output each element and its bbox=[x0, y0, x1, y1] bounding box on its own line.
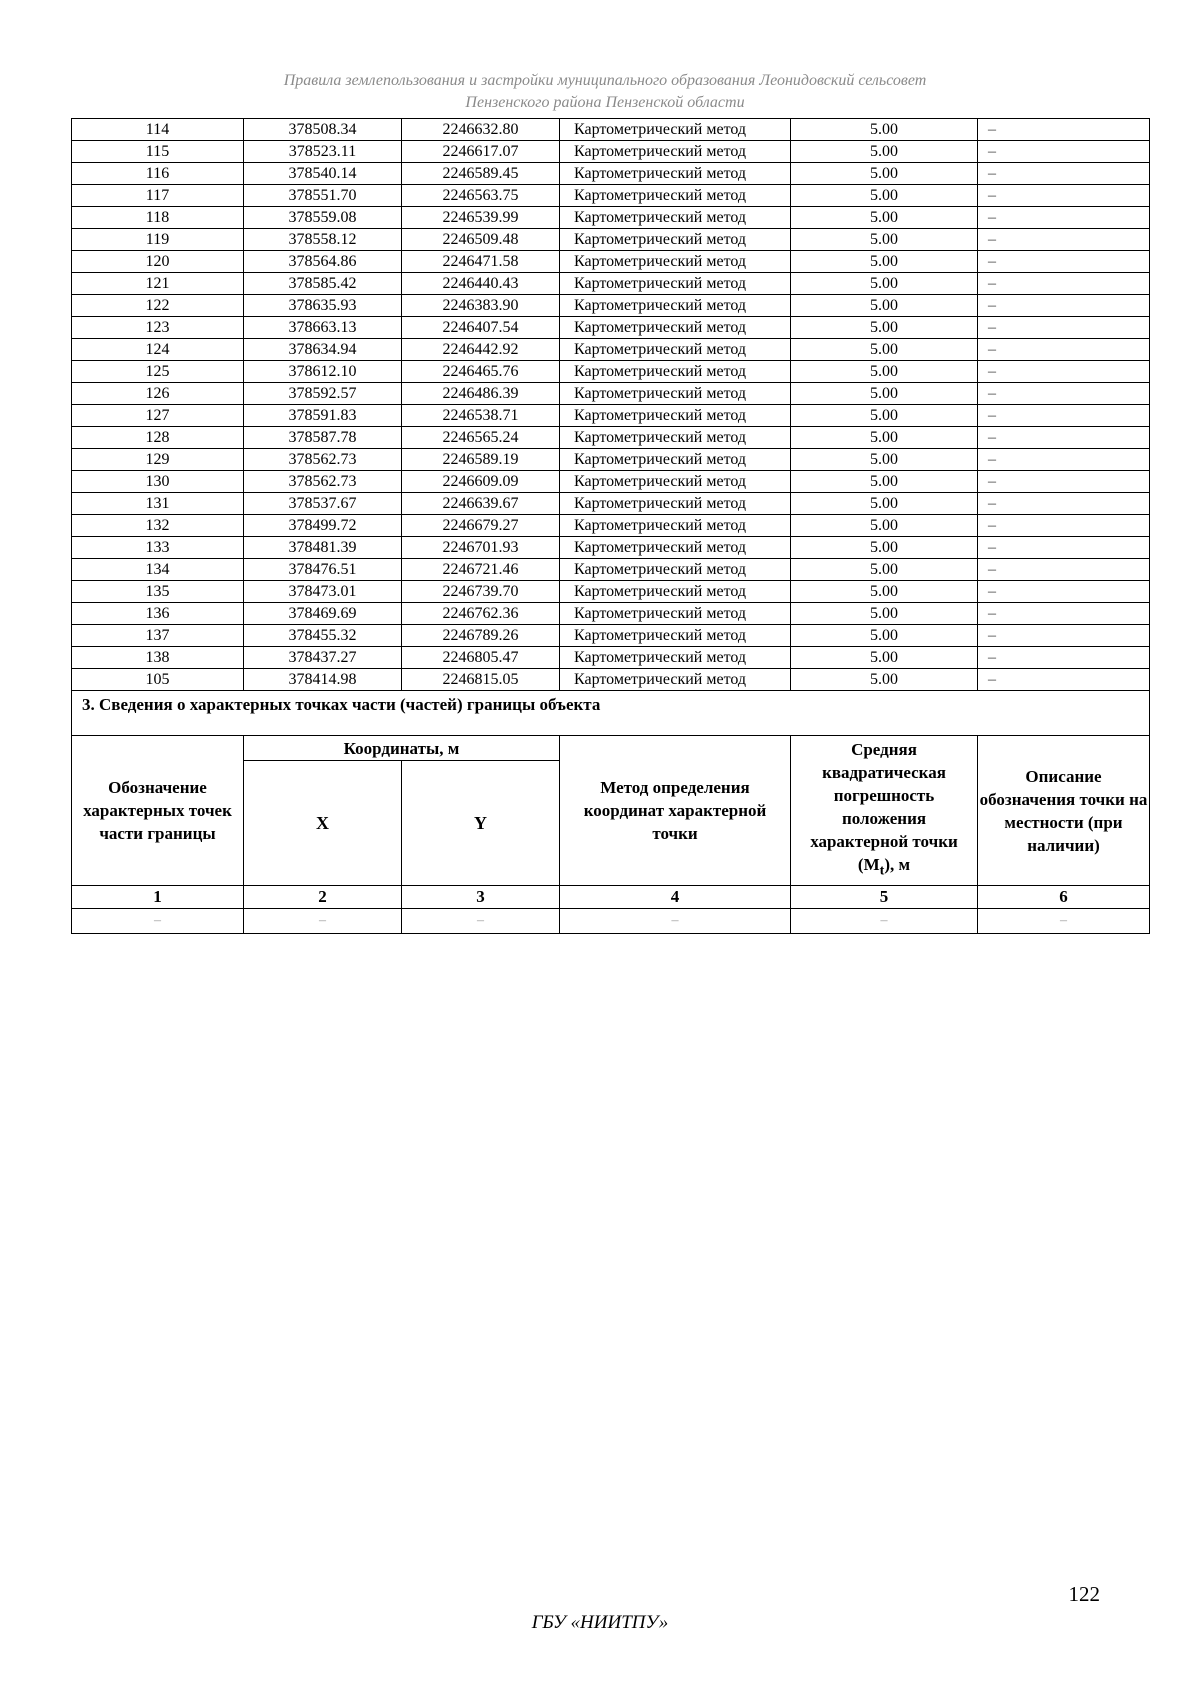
note-cell: – bbox=[978, 317, 1150, 339]
y-coordinate-cell: 2246465.76 bbox=[402, 361, 560, 383]
header-error-tail: ), м bbox=[884, 855, 911, 875]
point-number-cell: 137 bbox=[72, 625, 244, 647]
x-coordinate-cell: 378663.13 bbox=[244, 317, 402, 339]
note-cell: – bbox=[978, 603, 1150, 625]
header-error bbox=[791, 736, 978, 886]
error-cell: 5.00 bbox=[791, 405, 978, 427]
point-number-cell: 126 bbox=[72, 383, 244, 405]
note-cell: – bbox=[978, 185, 1150, 207]
note-cell: – bbox=[978, 383, 1150, 405]
table-row bbox=[72, 647, 1150, 669]
error-cell: 5.00 bbox=[791, 647, 978, 669]
method-cell: Картометрический метод bbox=[560, 405, 791, 427]
x-coordinate-cell: 378508.34 bbox=[244, 119, 402, 141]
table-row bbox=[72, 427, 1150, 449]
page-number: 122 bbox=[1068, 1582, 1100, 1606]
method-cell: Картометрический метод bbox=[560, 537, 791, 559]
method-cell: Картометрический метод bbox=[560, 427, 791, 449]
column-number-row bbox=[72, 886, 1150, 909]
x-coordinate-cell: 378469.69 bbox=[244, 603, 402, 625]
note-cell: – bbox=[978, 339, 1150, 361]
method-cell: Картометрический метод bbox=[560, 493, 791, 515]
point-number-cell: 119 bbox=[72, 229, 244, 251]
note-cell: – bbox=[978, 251, 1150, 273]
note-cell: – bbox=[978, 427, 1150, 449]
note-cell: – bbox=[978, 119, 1150, 141]
y-coordinate-cell: 2246639.67 bbox=[402, 493, 560, 515]
error-cell: 5.00 bbox=[791, 317, 978, 339]
note-cell: – bbox=[978, 581, 1150, 603]
y-coordinate-cell: 2246701.93 bbox=[402, 537, 560, 559]
header-y: Y bbox=[402, 761, 560, 886]
x-coordinate-cell: 378592.57 bbox=[244, 383, 402, 405]
point-number-cell: 116 bbox=[72, 163, 244, 185]
method-cell: Картометрический метод bbox=[560, 251, 791, 273]
error-cell: 5.00 bbox=[791, 339, 978, 361]
error-cell: 5.00 bbox=[791, 471, 978, 493]
y-coordinate-cell: 2246538.71 bbox=[402, 405, 560, 427]
note-cell: – bbox=[978, 471, 1150, 493]
note-cell: – bbox=[978, 647, 1150, 669]
error-cell: 5.00 bbox=[791, 537, 978, 559]
point-number-cell: 118 bbox=[72, 207, 244, 229]
y-coordinate-cell: 2246617.07 bbox=[402, 141, 560, 163]
method-cell: Картометрический метод bbox=[560, 273, 791, 295]
point-number-cell: 138 bbox=[72, 647, 244, 669]
empty-cell: – bbox=[402, 909, 560, 934]
point-number-cell: 125 bbox=[72, 361, 244, 383]
x-coordinate-cell: 378437.27 bbox=[244, 647, 402, 669]
method-cell: Картометрический метод bbox=[560, 515, 791, 537]
error-cell: 5.00 bbox=[791, 295, 978, 317]
point-number-cell: 115 bbox=[72, 141, 244, 163]
error-cell: 5.00 bbox=[791, 625, 978, 647]
y-coordinate-cell: 2246565.24 bbox=[402, 427, 560, 449]
empty-cell: – bbox=[978, 909, 1150, 934]
section-3-title: 3. Сведения о характерных точках части (частей) границы объекта bbox=[72, 691, 1150, 736]
header-point-designation: Обозначение характерных точек части границы bbox=[72, 736, 244, 886]
note-cell: – bbox=[978, 625, 1150, 647]
method-cell: Картометрический метод bbox=[560, 207, 791, 229]
x-coordinate-cell: 378559.08 bbox=[244, 207, 402, 229]
y-coordinate-cell: 2246679.27 bbox=[402, 515, 560, 537]
note-cell: – bbox=[978, 537, 1150, 559]
column-number: 2 bbox=[244, 886, 402, 909]
x-coordinate-cell: 378523.11 bbox=[244, 141, 402, 163]
column-number: 1 bbox=[72, 886, 244, 909]
y-coordinate-cell: 2246383.90 bbox=[402, 295, 560, 317]
method-cell: Картометрический метод bbox=[560, 119, 791, 141]
method-cell: Картометрический метод bbox=[560, 361, 791, 383]
error-cell: 5.00 bbox=[791, 185, 978, 207]
x-coordinate-cell: 378414.98 bbox=[244, 669, 402, 691]
error-cell: 5.00 bbox=[791, 493, 978, 515]
points-table-body bbox=[72, 119, 1150, 691]
table-row bbox=[72, 141, 1150, 163]
empty-cell: – bbox=[560, 909, 791, 934]
method-cell: Картометрический метод bbox=[560, 295, 791, 317]
y-coordinate-cell: 2246721.46 bbox=[402, 559, 560, 581]
page-footer: ГБУ «НИИТПУ» bbox=[531, 1612, 669, 1633]
note-cell: – bbox=[978, 405, 1150, 427]
section-3-block bbox=[72, 691, 1150, 934]
y-coordinate-cell: 2246789.26 bbox=[402, 625, 560, 647]
point-number-cell: 127 bbox=[72, 405, 244, 427]
x-coordinate-cell: 378587.78 bbox=[244, 427, 402, 449]
x-coordinate-cell: 378591.83 bbox=[244, 405, 402, 427]
point-number-cell: 131 bbox=[72, 493, 244, 515]
y-coordinate-cell: 2246442.92 bbox=[402, 339, 560, 361]
x-coordinate-cell: 378562.73 bbox=[244, 471, 402, 493]
y-coordinate-cell: 2246589.19 bbox=[402, 449, 560, 471]
y-coordinate-cell: 2246805.47 bbox=[402, 647, 560, 669]
error-cell: 5.00 bbox=[791, 141, 978, 163]
error-cell: 5.00 bbox=[791, 229, 978, 251]
y-coordinate-cell: 2246815.05 bbox=[402, 669, 560, 691]
table-row bbox=[72, 581, 1150, 603]
table-row bbox=[72, 383, 1150, 405]
document-running-header bbox=[60, 70, 1150, 114]
point-number-cell: 134 bbox=[72, 559, 244, 581]
method-cell: Картометрический метод bbox=[560, 449, 791, 471]
table-row bbox=[72, 471, 1150, 493]
note-cell: – bbox=[978, 669, 1150, 691]
header-line-1: Правила землепользования и застройки муниципального образования Леонидовский сельсовет bbox=[283, 72, 927, 89]
x-coordinate-cell: 378585.42 bbox=[244, 273, 402, 295]
boundary-points-table bbox=[71, 118, 1150, 934]
table-row bbox=[72, 317, 1150, 339]
method-cell: Картометрический метод bbox=[560, 317, 791, 339]
x-coordinate-cell: 378564.86 bbox=[244, 251, 402, 273]
error-cell: 5.00 bbox=[791, 273, 978, 295]
table-row bbox=[72, 207, 1150, 229]
error-cell: 5.00 bbox=[791, 603, 978, 625]
error-cell: 5.00 bbox=[791, 163, 978, 185]
error-cell: 5.00 bbox=[791, 515, 978, 537]
error-cell: 5.00 bbox=[791, 559, 978, 581]
table-row bbox=[72, 405, 1150, 427]
note-cell: – bbox=[978, 493, 1150, 515]
error-cell: 5.00 bbox=[791, 207, 978, 229]
point-number-cell: 128 bbox=[72, 427, 244, 449]
point-number-cell: 121 bbox=[72, 273, 244, 295]
point-number-cell: 130 bbox=[72, 471, 244, 493]
note-cell: – bbox=[978, 207, 1150, 229]
x-coordinate-cell: 378481.39 bbox=[244, 537, 402, 559]
method-cell: Картометрический метод bbox=[560, 163, 791, 185]
x-coordinate-cell: 378551.70 bbox=[244, 185, 402, 207]
column-number: 5 bbox=[791, 886, 978, 909]
column-number: 3 bbox=[402, 886, 560, 909]
method-cell: Картометрический метод bbox=[560, 581, 791, 603]
method-cell: Картометрический метод bbox=[560, 647, 791, 669]
y-coordinate-cell: 2246471.58 bbox=[402, 251, 560, 273]
point-number-cell: 122 bbox=[72, 295, 244, 317]
method-cell: Картометрический метод bbox=[560, 471, 791, 493]
x-coordinate-cell: 378562.73 bbox=[244, 449, 402, 471]
note-cell: – bbox=[978, 449, 1150, 471]
x-coordinate-cell: 378473.01 bbox=[244, 581, 402, 603]
point-number-cell: 123 bbox=[72, 317, 244, 339]
table-row bbox=[72, 559, 1150, 581]
table-row bbox=[72, 449, 1150, 471]
note-cell: – bbox=[978, 273, 1150, 295]
point-number-cell: 135 bbox=[72, 581, 244, 603]
method-cell: Картометрический метод bbox=[560, 141, 791, 163]
header-description: Описание обозначения точки на местности (при наличии) bbox=[978, 736, 1150, 886]
table-row bbox=[72, 339, 1150, 361]
table-row bbox=[72, 537, 1150, 559]
x-coordinate-cell: 378540.14 bbox=[244, 163, 402, 185]
y-coordinate-cell: 2246563.75 bbox=[402, 185, 560, 207]
point-number-cell: 136 bbox=[72, 603, 244, 625]
method-cell: Картометрический метод bbox=[560, 185, 791, 207]
table-row bbox=[72, 493, 1150, 515]
y-coordinate-cell: 2246739.70 bbox=[402, 581, 560, 603]
point-number-cell: 105 bbox=[72, 669, 244, 691]
y-coordinate-cell: 2246539.99 bbox=[402, 207, 560, 229]
table-row bbox=[72, 163, 1150, 185]
note-cell: – bbox=[978, 141, 1150, 163]
y-coordinate-cell: 2246632.80 bbox=[402, 119, 560, 141]
empty-cell: – bbox=[791, 909, 978, 934]
table-row bbox=[72, 669, 1150, 691]
point-number-cell: 129 bbox=[72, 449, 244, 471]
x-coordinate-cell: 378612.10 bbox=[244, 361, 402, 383]
y-coordinate-cell: 2246589.45 bbox=[402, 163, 560, 185]
point-number-cell: 133 bbox=[72, 537, 244, 559]
method-cell: Картометрический метод bbox=[560, 603, 791, 625]
method-cell: Картометрический метод bbox=[560, 559, 791, 581]
empty-cell: – bbox=[72, 909, 244, 934]
error-cell: 5.00 bbox=[791, 449, 978, 471]
point-number-cell: 114 bbox=[72, 119, 244, 141]
table-row bbox=[72, 515, 1150, 537]
table-row bbox=[72, 229, 1150, 251]
y-coordinate-cell: 2246509.48 bbox=[402, 229, 560, 251]
y-coordinate-cell: 2246609.09 bbox=[402, 471, 560, 493]
header-error-subscript: t bbox=[879, 862, 885, 879]
x-coordinate-cell: 378635.93 bbox=[244, 295, 402, 317]
error-cell: 5.00 bbox=[791, 581, 978, 603]
table-row bbox=[72, 625, 1150, 647]
x-coordinate-cell: 378476.51 bbox=[244, 559, 402, 581]
table-row bbox=[72, 361, 1150, 383]
error-cell: 5.00 bbox=[791, 383, 978, 405]
y-coordinate-cell: 2246762.36 bbox=[402, 603, 560, 625]
note-cell: – bbox=[978, 163, 1150, 185]
note-cell: – bbox=[978, 361, 1150, 383]
x-coordinate-cell: 378537.67 bbox=[244, 493, 402, 515]
note-cell: – bbox=[978, 295, 1150, 317]
note-cell: – bbox=[978, 559, 1150, 581]
empty-data-row bbox=[72, 909, 1150, 934]
note-cell: – bbox=[978, 229, 1150, 251]
error-cell: 5.00 bbox=[791, 251, 978, 273]
x-coordinate-cell: 378634.94 bbox=[244, 339, 402, 361]
empty-cell: – bbox=[244, 909, 402, 934]
error-cell: 5.00 bbox=[791, 669, 978, 691]
table-row bbox=[72, 251, 1150, 273]
table-row bbox=[72, 273, 1150, 295]
method-cell: Картометрический метод bbox=[560, 339, 791, 361]
x-coordinate-cell: 378558.12 bbox=[244, 229, 402, 251]
y-coordinate-cell: 2246486.39 bbox=[402, 383, 560, 405]
header-error-main: Средняя квадратическая погрешность положения характерной точки (M bbox=[810, 740, 958, 875]
method-cell: Картометрический метод bbox=[560, 625, 791, 647]
x-coordinate-cell: 378499.72 bbox=[244, 515, 402, 537]
method-cell: Картометрический метод bbox=[560, 669, 791, 691]
header-coordinates: Координаты, м bbox=[244, 736, 560, 761]
y-coordinate-cell: 2246407.54 bbox=[402, 317, 560, 339]
header-line-2: Пензенского района Пензенской области bbox=[465, 94, 745, 111]
point-number-cell: 120 bbox=[72, 251, 244, 273]
y-coordinate-cell: 2246440.43 bbox=[402, 273, 560, 295]
column-number: 4 bbox=[560, 886, 791, 909]
point-number-cell: 124 bbox=[72, 339, 244, 361]
header-x: X bbox=[244, 761, 402, 886]
method-cell: Картометрический метод bbox=[560, 383, 791, 405]
table-row bbox=[72, 119, 1150, 141]
error-cell: 5.00 bbox=[791, 361, 978, 383]
x-coordinate-cell: 378455.32 bbox=[244, 625, 402, 647]
table-row bbox=[72, 185, 1150, 207]
header-method: Метод определения координат характерной точки bbox=[560, 736, 791, 886]
error-cell: 5.00 bbox=[791, 119, 978, 141]
point-number-cell: 132 bbox=[72, 515, 244, 537]
method-cell: Картометрический метод bbox=[560, 229, 791, 251]
point-number-cell: 117 bbox=[72, 185, 244, 207]
note-cell: – bbox=[978, 515, 1150, 537]
error-cell: 5.00 bbox=[791, 427, 978, 449]
column-number: 6 bbox=[978, 886, 1150, 909]
table-row bbox=[72, 295, 1150, 317]
table-row bbox=[72, 603, 1150, 625]
